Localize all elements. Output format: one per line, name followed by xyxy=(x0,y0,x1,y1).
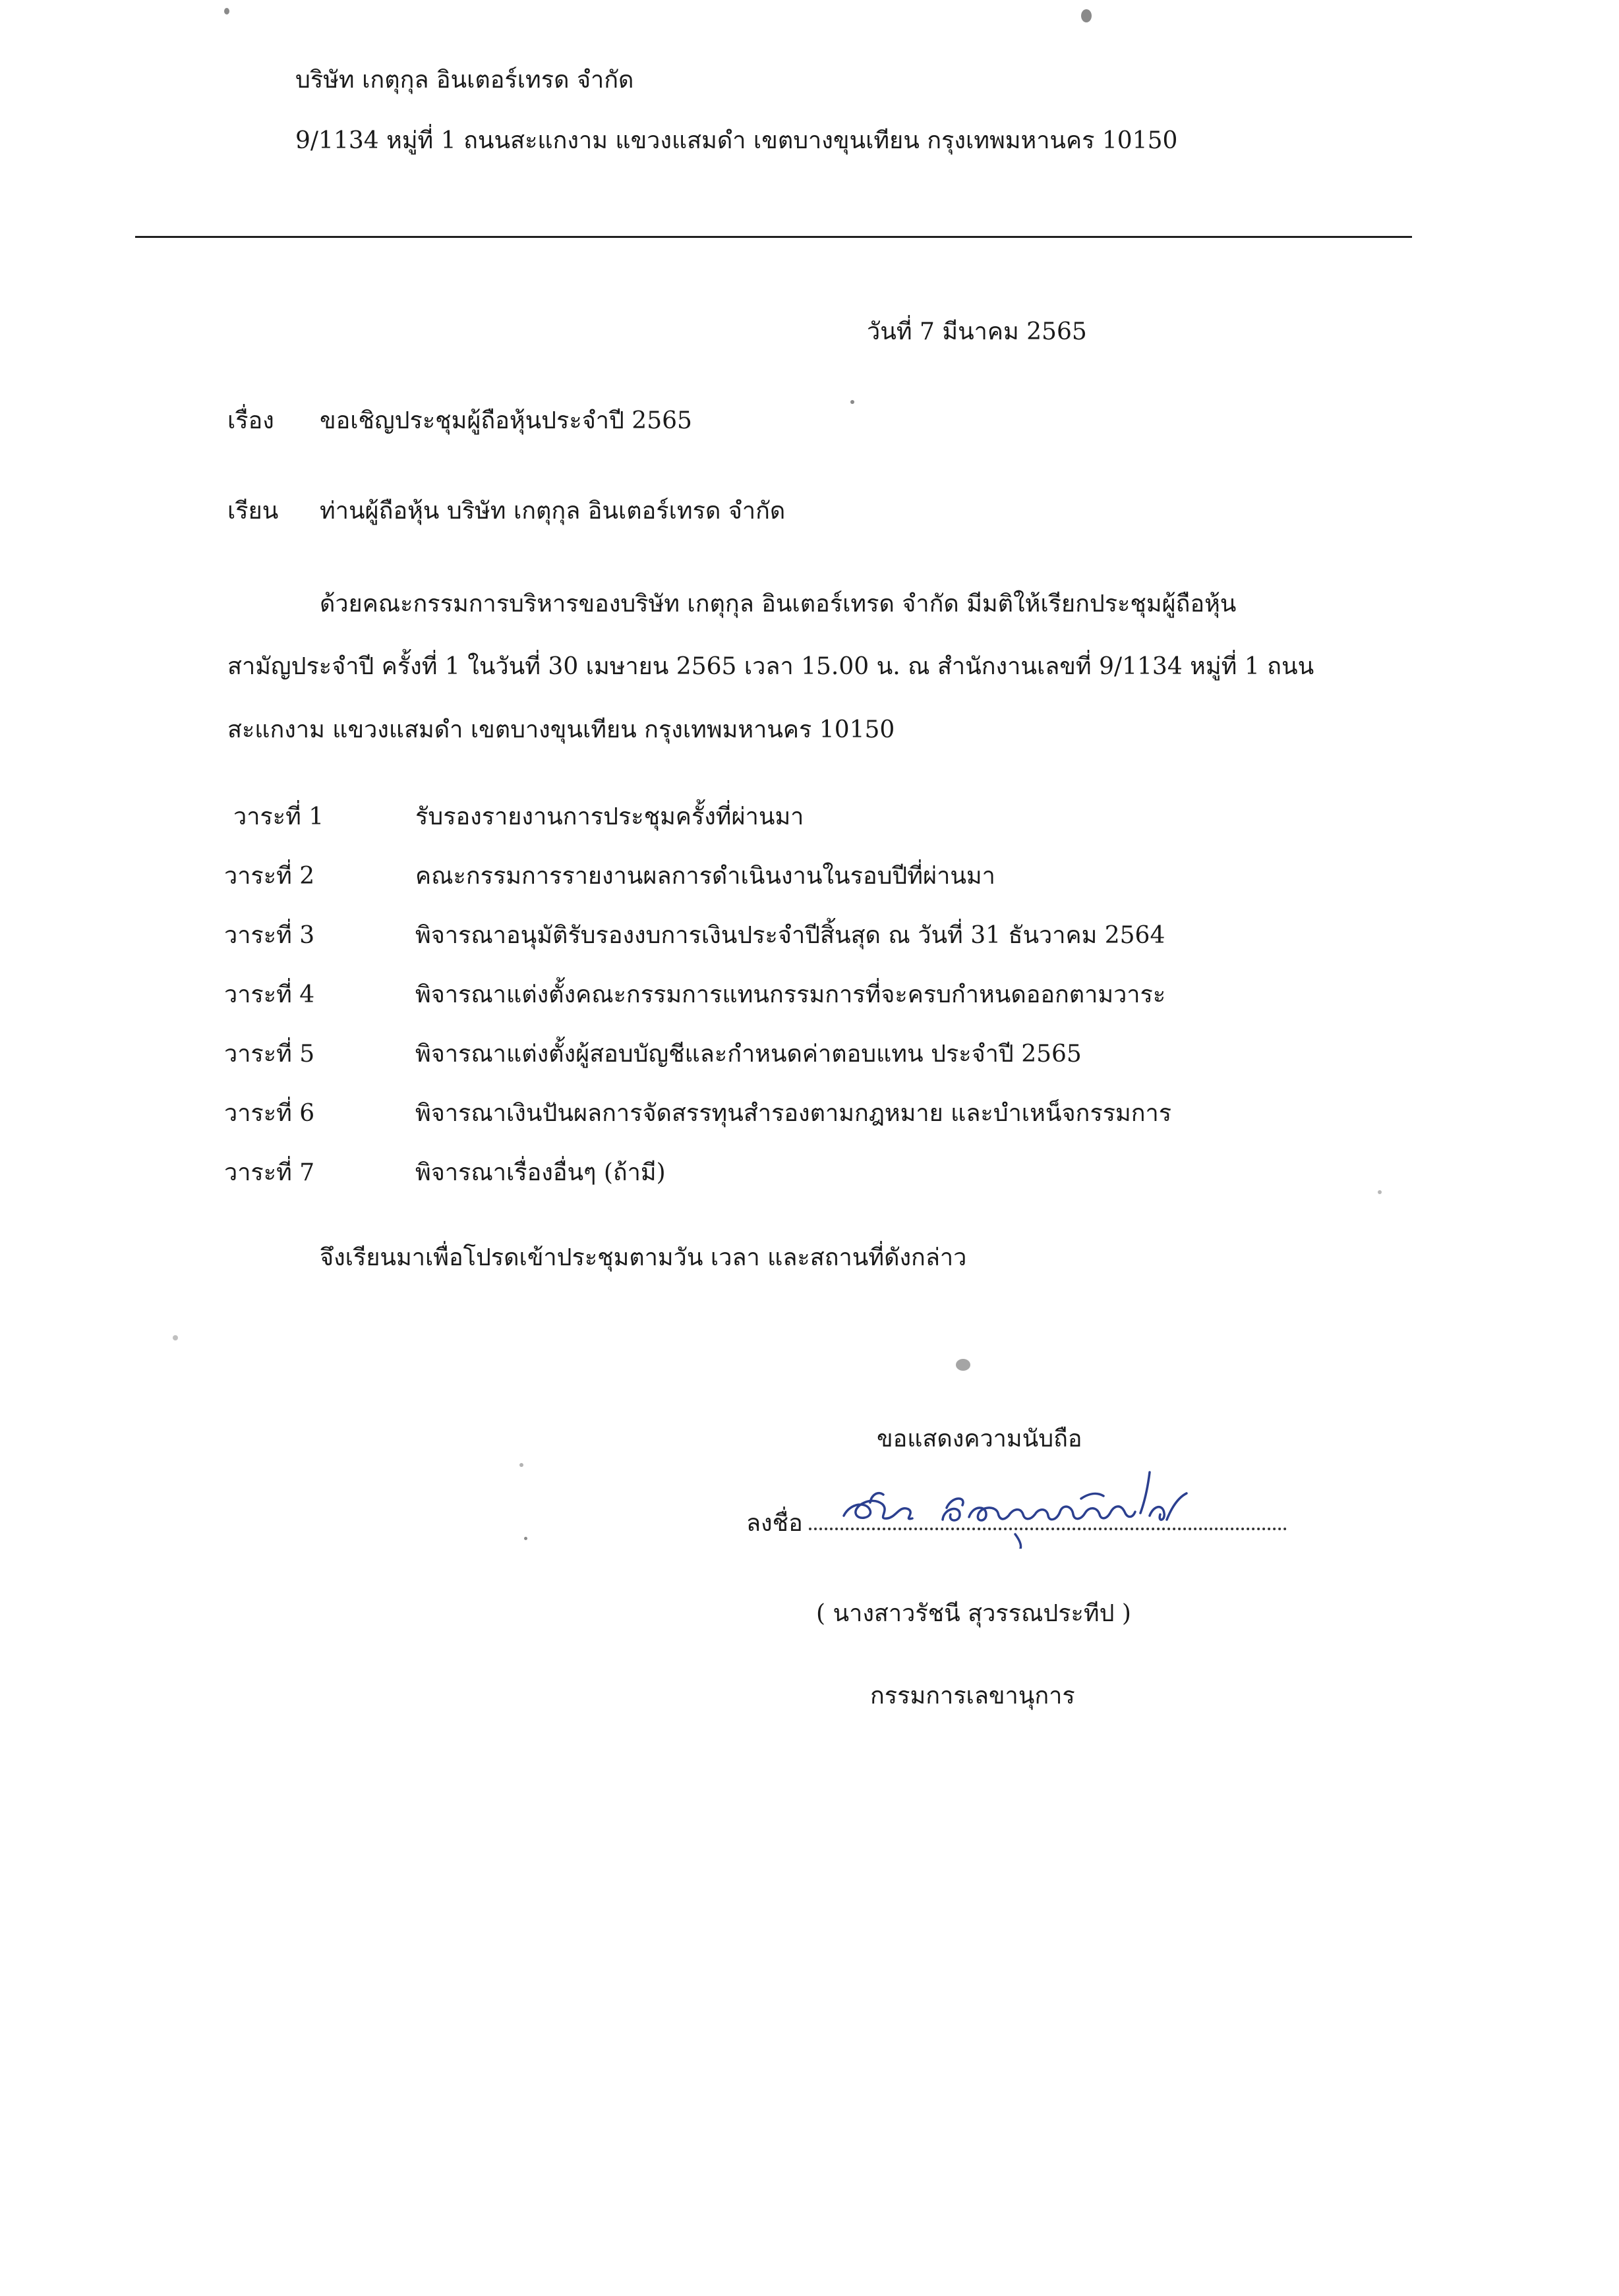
body-line-3: สะแกงาม แขวงแสมดำ เขตบางขุนเทียน กรุงเทพมหานคร 10150 xyxy=(227,716,895,743)
regards-text: ขอแสดงความนับถือ xyxy=(877,1425,1082,1452)
agenda-item xyxy=(224,1098,1252,1137)
agenda-number: วาระที่ 3 xyxy=(224,922,315,949)
sign-label: ลงชื่อ xyxy=(746,1510,803,1537)
agenda-text: พิจารณาเงินปันผลการจัดสรรทุนสำรองตามกฎหมาย และบำเหน็จกรรมการ xyxy=(415,1100,1172,1127)
agenda-item xyxy=(224,801,1252,841)
scan-speck xyxy=(519,1463,523,1467)
signer-name: ( นางสาวรัชนี สุวรรณประทีป ) xyxy=(816,1600,1131,1627)
scan-speck xyxy=(173,1335,178,1340)
signer-position: กรรมการเลขานุการ xyxy=(870,1682,1075,1709)
recipient-text: ท่านผู้ถือหุ้น บริษัท เกตุกุล อินเตอร์เทรด จำกัด xyxy=(320,498,786,525)
scan-speck xyxy=(524,1537,527,1540)
agenda-text: พิจารณาแต่งตั้งผู้สอบบัญชีและกำหนดค่าตอบแทน ประจำปี 2565 xyxy=(415,1041,1082,1068)
recipient-label: เรียน xyxy=(227,498,279,525)
agenda-number: วาระที่ 4 xyxy=(224,981,315,1008)
handwritten-signature xyxy=(831,1456,1239,1549)
scan-speck xyxy=(850,400,854,404)
body-line-2: สามัญประจำปี ครั้งที่ 1 ในวันที่ 30 เมษายน 2565 เวลา 15.00 น. ณ สำนักงานเลขที่ 9/1134 หมู่ที่ 1 ถนน xyxy=(227,653,1314,680)
agenda-item xyxy=(224,1157,1252,1197)
scan-speck xyxy=(956,1359,970,1371)
company-name: บริษัท เกตุกุล อินเตอร์เทรด จำกัด xyxy=(295,67,634,94)
agenda-number: วาระที่ 2 xyxy=(224,863,315,890)
agenda-text: รับรองรายงานการประชุมครั้งที่ผ่านมา xyxy=(415,803,804,830)
scan-speck xyxy=(1378,1190,1382,1194)
agenda-number: วาระที่ 1 xyxy=(233,803,324,830)
agenda-item xyxy=(224,920,1252,960)
agenda-text: พิจารณาเรื่องอื่นๆ (ถ้ามี) xyxy=(415,1159,666,1186)
agenda-number: วาระที่ 5 xyxy=(224,1041,315,1068)
body-line-1: ด้วยคณะกรรมการบริหารของบริษัท เกตุกุล อินเตอร์เทรด จำกัด มีมติให้เรียกประชุมผู้ถือหุ้น xyxy=(320,590,1237,617)
subject-text: ขอเชิญประชุมผู้ถือหุ้นประจำปี 2565 xyxy=(320,407,692,434)
scan-speck xyxy=(224,8,229,14)
agenda-item xyxy=(224,979,1252,1019)
agenda-number: วาระที่ 6 xyxy=(224,1100,315,1127)
agenda-text: พิจารณาอนุมัติรับรองงบการเงินประจำปีสิ้นสุด ณ วันที่ 31 ธันวาคม 2564 xyxy=(415,922,1165,949)
company-address: 9/1134 หมู่ที่ 1 ถนนสะแกงาม แขวงแสมดำ เขตบางขุนเทียน กรุงเทพมหานคร 10150 xyxy=(295,127,1178,154)
closing-text: จึงเรียนมาเพื่อโปรดเข้าประชุมตามวัน เวลา และสถานที่ดังกล่าว xyxy=(320,1244,967,1271)
agenda-number: วาระที่ 7 xyxy=(224,1159,315,1186)
agenda-item xyxy=(224,861,1252,900)
agenda-text: พิจารณาแต่งตั้งคณะกรรมการแทนกรรมการที่จะครบกำหนดออกตามวาระ xyxy=(415,981,1166,1008)
agenda-text: คณะกรรมการรายงานผลการดำเนินงานในรอบปีที่ผ่านมา xyxy=(415,863,995,890)
header-divider xyxy=(135,236,1412,238)
agenda-item xyxy=(224,1039,1252,1078)
letter-date: วันที่ 7 มีนาคม 2565 xyxy=(867,318,1087,345)
scan-speck xyxy=(1081,9,1092,22)
subject-label: เรื่อง xyxy=(227,407,274,434)
